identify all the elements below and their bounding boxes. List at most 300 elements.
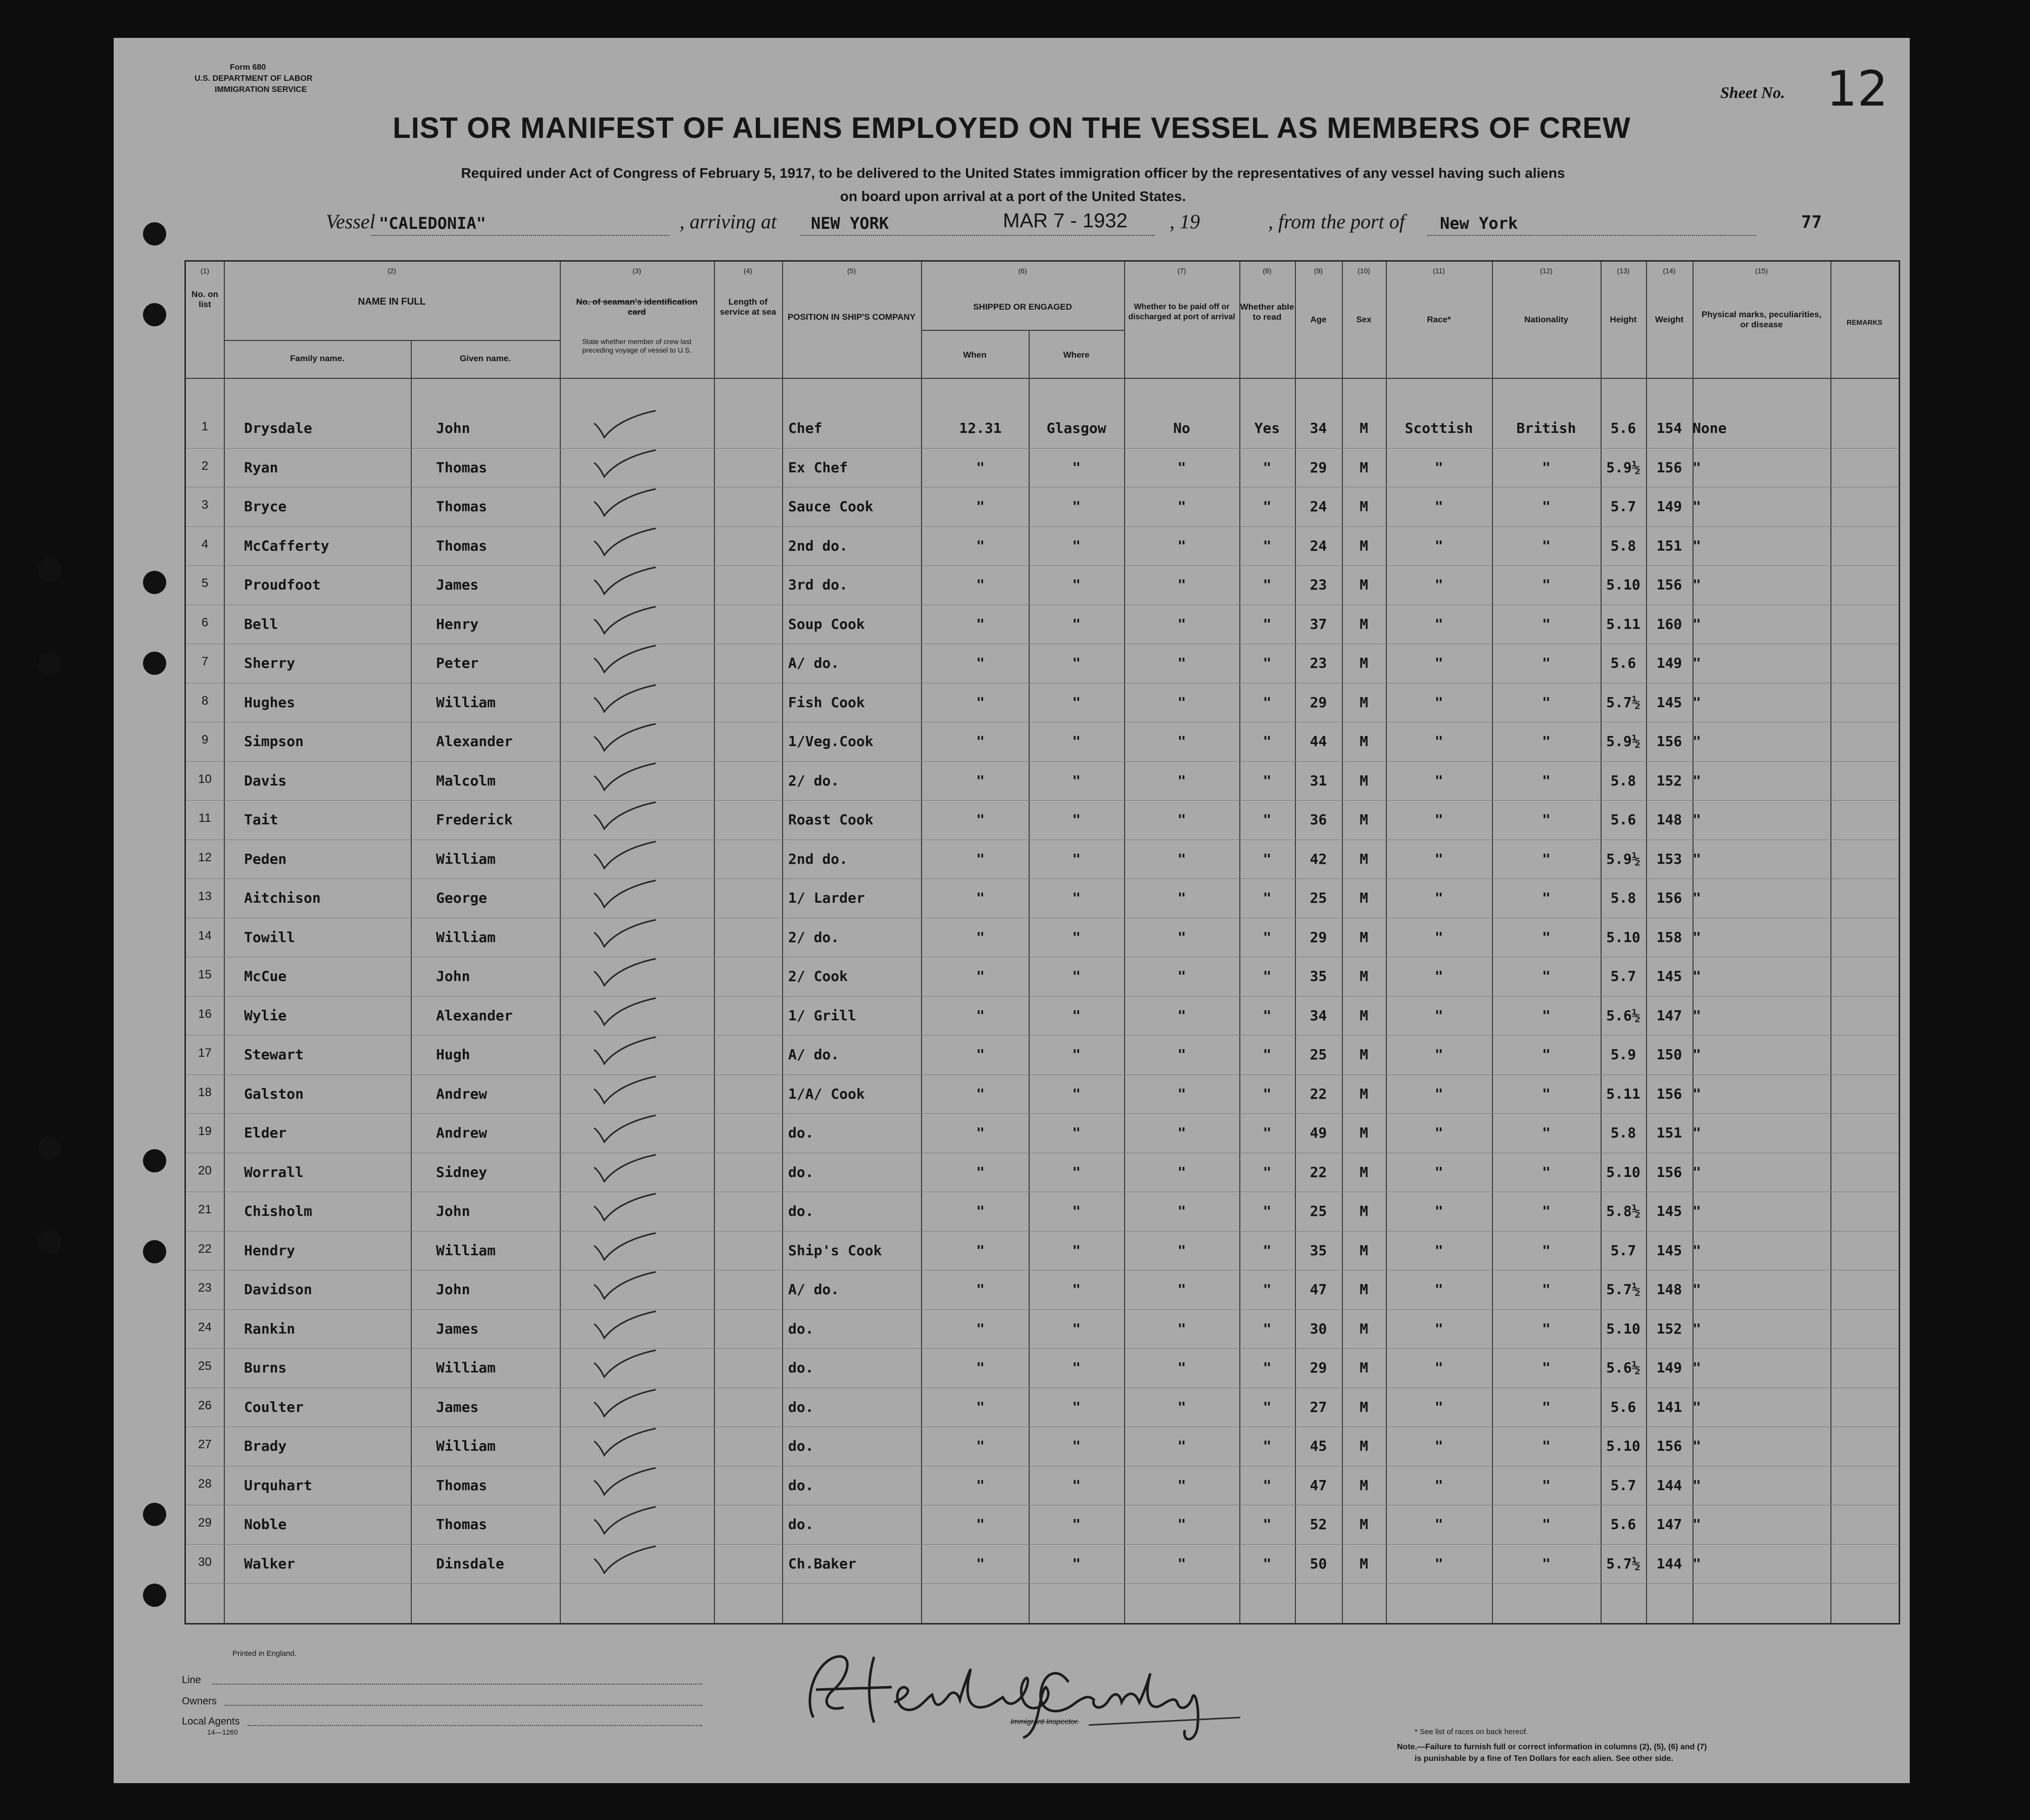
- col-5-number: (5): [847, 267, 856, 275]
- able-to-read: ": [1263, 1359, 1272, 1376]
- family-name: Wylie: [244, 1007, 287, 1024]
- race: ": [1434, 1555, 1443, 1572]
- checkmark-icon: [590, 996, 661, 1031]
- row-number: 28: [198, 1477, 212, 1491]
- physical-marks: ": [1693, 1320, 1701, 1337]
- family-name: Coulter: [244, 1398, 304, 1415]
- row-number: 15: [198, 968, 212, 981]
- weight: 148: [1656, 811, 1682, 828]
- shipped-where: ": [1072, 1203, 1081, 1219]
- paid-off: ": [1177, 1359, 1186, 1376]
- position: Ship's Cook: [788, 1242, 882, 1259]
- checkmark-icon: [590, 1426, 661, 1461]
- shipped-when: ": [976, 772, 985, 789]
- arriving-port: NEW YORK: [811, 214, 889, 233]
- position: Ex Chef: [788, 459, 848, 476]
- height: 5.7: [1610, 1477, 1636, 1494]
- shipped-when: ": [976, 459, 985, 476]
- family-name: Simpson: [244, 733, 304, 750]
- weight: 158: [1656, 928, 1682, 946]
- race: ": [1434, 1281, 1443, 1298]
- checkmark-icon: [590, 1074, 661, 1109]
- checkmark-icon: [590, 878, 661, 913]
- col-4-number: (4): [743, 267, 753, 275]
- height: 5.6: [1610, 811, 1636, 828]
- shipped-where: ": [1072, 811, 1081, 828]
- weight: 156: [1656, 576, 1682, 593]
- col-shipped-engaged: SHIPPED OR ENGAGED: [973, 302, 1072, 312]
- shipped-when: ": [976, 1163, 985, 1180]
- physical-marks: ": [1693, 694, 1701, 711]
- race: ": [1434, 1124, 1443, 1141]
- checkmark-icon: [590, 565, 661, 600]
- age: 22: [1310, 1085, 1327, 1102]
- family-name: Walker: [244, 1555, 296, 1572]
- shipped-where: ": [1072, 1046, 1081, 1063]
- physical-marks: ": [1693, 1046, 1701, 1063]
- weight: 149: [1656, 1359, 1682, 1376]
- race: ": [1434, 615, 1443, 632]
- weight: 160: [1656, 615, 1682, 632]
- shipped-where: ": [1072, 1320, 1081, 1337]
- row-number: 10: [198, 772, 212, 786]
- position: do.: [788, 1203, 814, 1219]
- row-divider: [186, 1348, 1899, 1349]
- nationality: ": [1542, 1516, 1551, 1533]
- nationality: ": [1542, 1398, 1551, 1415]
- height: 5.6½: [1606, 1359, 1640, 1376]
- row-number: 1: [201, 420, 209, 433]
- binder-hole: [143, 1503, 166, 1526]
- able-to-read: ": [1263, 1007, 1272, 1024]
- nationality: ": [1542, 1242, 1551, 1259]
- shipped-where: ": [1072, 733, 1081, 750]
- height: 5.6: [1610, 1516, 1636, 1533]
- row-number: 6: [201, 615, 209, 629]
- race: ": [1434, 655, 1443, 671]
- row-divider: [186, 526, 1899, 527]
- race: ": [1434, 1007, 1443, 1024]
- sex: M: [1360, 850, 1368, 867]
- physical-marks: ": [1693, 811, 1701, 828]
- paid-off: ": [1177, 1163, 1186, 1180]
- row-number: 9: [201, 733, 209, 747]
- race: ": [1434, 1163, 1443, 1180]
- col-no-on-list: No. on list: [191, 289, 218, 309]
- family-name: Noble: [244, 1516, 287, 1533]
- race: ": [1434, 968, 1443, 985]
- height: 5.9½: [1606, 850, 1640, 867]
- race: ": [1434, 1320, 1443, 1337]
- sex: M: [1360, 1007, 1368, 1024]
- checkmark-icon: [590, 604, 661, 640]
- row-number: 19: [198, 1124, 212, 1138]
- given-name: Thomas: [436, 498, 488, 515]
- able-to-read: ": [1263, 890, 1272, 906]
- height: 5.11: [1606, 615, 1640, 632]
- sex: M: [1360, 1163, 1368, 1180]
- col-length-of-service: Length of service at sea: [719, 297, 777, 317]
- sex: M: [1360, 420, 1368, 436]
- family-name: Ryan: [244, 459, 278, 476]
- weight: 145: [1656, 1203, 1682, 1219]
- given-name: John: [436, 1203, 470, 1219]
- given-name: Thomas: [436, 1516, 488, 1533]
- checkmark-icon: [590, 1504, 661, 1540]
- physical-marks: ": [1693, 1555, 1701, 1572]
- row-number: 27: [198, 1438, 212, 1451]
- binder-hole: [143, 571, 166, 594]
- nationality: ": [1542, 1477, 1551, 1494]
- given-name: James: [436, 1320, 479, 1337]
- age: 24: [1310, 537, 1327, 554]
- sex: M: [1360, 1398, 1368, 1415]
- given-name: James: [436, 1398, 479, 1415]
- family-name: Davis: [244, 772, 287, 789]
- position: A/ do.: [788, 1046, 840, 1063]
- given-name: Dinsdale: [436, 1555, 504, 1572]
- height: 5.8: [1610, 890, 1636, 906]
- races-note: * See list of races on back hereof.: [1415, 1728, 1528, 1736]
- weight: 156: [1656, 733, 1682, 750]
- position: 1/ Larder: [788, 890, 865, 906]
- shipped-where: ": [1072, 850, 1081, 867]
- col-able-to-read: Whether able to read: [1240, 302, 1294, 322]
- shipped-where: ": [1072, 1516, 1081, 1533]
- height: 5.6½: [1606, 1007, 1640, 1024]
- weight: 145: [1656, 694, 1682, 711]
- age: 24: [1310, 498, 1327, 515]
- given-name: Thomas: [436, 537, 488, 554]
- shipped-where: ": [1072, 1477, 1081, 1494]
- given-name: Andrew: [436, 1124, 488, 1141]
- shipped-when: ": [976, 1359, 985, 1376]
- arriving-underline: [801, 235, 1154, 236]
- race: ": [1434, 928, 1443, 946]
- shipped-where: ": [1072, 655, 1081, 671]
- able-to-read: ": [1263, 1477, 1272, 1494]
- col-height: Height: [1610, 315, 1637, 324]
- physical-marks: ": [1693, 772, 1701, 789]
- row-number: 30: [198, 1555, 212, 1569]
- shipped-where: ": [1072, 1163, 1081, 1180]
- checkmark-icon: [590, 1348, 661, 1383]
- height: 5.10: [1606, 928, 1640, 946]
- checkmark-icon: [590, 408, 661, 444]
- sheet-number-label: Sheet No.: [1720, 83, 1785, 102]
- checkmark-icon: [590, 1269, 661, 1305]
- position: 2/ Cook: [788, 968, 848, 985]
- checkmark-icon: [590, 761, 661, 796]
- sex: M: [1360, 1477, 1368, 1494]
- sex: M: [1360, 890, 1368, 906]
- row-number: 13: [198, 890, 212, 903]
- paid-off: ": [1177, 1046, 1186, 1063]
- shipped-when: ": [976, 1438, 985, 1454]
- height: 5.7½: [1606, 694, 1640, 711]
- age: 23: [1310, 655, 1327, 671]
- height: 5.9: [1610, 1046, 1636, 1063]
- height: 5.7: [1610, 498, 1636, 515]
- checkmark-icon: [590, 1309, 661, 1344]
- age: 42: [1310, 850, 1327, 867]
- position: do.: [788, 1359, 814, 1376]
- printed-in: Printed in England.: [232, 1649, 297, 1658]
- shipped-when: ": [976, 1046, 985, 1063]
- physical-marks: ": [1693, 1007, 1701, 1024]
- page-title: LIST OR MANIFEST OF ALIENS EMPLOYED ON THE VESSEL AS MEMBERS OF CREW: [393, 112, 1631, 144]
- family-name: Sherry: [244, 655, 296, 671]
- sex: M: [1360, 733, 1368, 750]
- col-given-name: Given name.: [459, 354, 511, 363]
- binder-hole: [143, 303, 166, 326]
- family-name: Towill: [244, 928, 296, 946]
- shipped-where: ": [1072, 537, 1081, 554]
- row-number: 26: [198, 1398, 212, 1412]
- race: ": [1434, 811, 1443, 828]
- shipped-when: ": [976, 655, 985, 671]
- given-name: Peter: [436, 655, 479, 671]
- age: 29: [1310, 1359, 1327, 1376]
- nationality: ": [1542, 576, 1551, 593]
- able-to-read: ": [1263, 1320, 1272, 1337]
- paid-off: ": [1177, 1516, 1186, 1533]
- position: 2/ do.: [788, 772, 840, 789]
- shipped-when: ": [976, 1477, 985, 1494]
- race: ": [1434, 772, 1443, 789]
- able-to-read: Yes: [1254, 420, 1280, 436]
- height: 5.9½: [1606, 733, 1640, 750]
- nationality: ": [1542, 1438, 1551, 1454]
- weight: 141: [1656, 1398, 1682, 1415]
- nationality: ": [1542, 1007, 1551, 1024]
- family-name: Stewart: [244, 1046, 304, 1063]
- age: 49: [1310, 1124, 1327, 1141]
- line-label: Line: [182, 1675, 201, 1686]
- paid-off: ": [1177, 733, 1186, 750]
- paid-off: ": [1177, 694, 1186, 711]
- col-12-number: (12): [1540, 267, 1553, 275]
- shipped-when: ": [976, 811, 985, 828]
- age: 29: [1310, 694, 1327, 711]
- checkmark-icon: [590, 448, 661, 483]
- position: 2nd do.: [788, 537, 848, 554]
- given-name: John: [436, 1281, 470, 1298]
- height: 5.10: [1606, 576, 1640, 593]
- physical-marks: ": [1693, 1438, 1701, 1454]
- weight: 156: [1656, 1438, 1682, 1454]
- paid-off: ": [1177, 1477, 1186, 1494]
- sex: M: [1360, 928, 1368, 946]
- race: ": [1434, 890, 1443, 906]
- family-name: McCue: [244, 968, 287, 985]
- weight: 153: [1656, 850, 1682, 867]
- able-to-read: ": [1263, 733, 1272, 750]
- col-7-number: (7): [1177, 267, 1186, 275]
- physical-marks: ": [1693, 968, 1701, 985]
- binder-hole: [143, 1240, 166, 1263]
- shipped-where: ": [1072, 890, 1081, 906]
- given-name: George: [436, 890, 488, 906]
- shipped-where: ": [1072, 1124, 1081, 1141]
- paid-off: ": [1177, 1242, 1186, 1259]
- physical-marks: ": [1693, 655, 1701, 671]
- weight: 144: [1656, 1555, 1682, 1572]
- shipped-when: ": [976, 1124, 985, 1141]
- nationality: ": [1542, 1085, 1551, 1102]
- physical-marks: ": [1693, 1281, 1701, 1298]
- col-paid-off: Whether to be paid off or discharged at port of arrival: [1128, 303, 1235, 321]
- col-1-number: (1): [200, 267, 210, 275]
- paid-off: ": [1177, 1203, 1186, 1219]
- signature-title: Immigrant Inspector.: [1010, 1717, 1080, 1726]
- local-agents-label: Local Agents: [182, 1716, 240, 1727]
- race: ": [1434, 1359, 1443, 1376]
- shipped-when: ": [976, 615, 985, 632]
- physical-marks: ": [1693, 537, 1701, 554]
- physical-marks: ": [1693, 890, 1701, 906]
- physical-marks: ": [1693, 1124, 1701, 1141]
- row-number: 20: [198, 1163, 212, 1177]
- shipped-where: ": [1072, 1438, 1081, 1454]
- col-name-in-full: NAME IN FULL: [358, 297, 426, 307]
- able-to-read: ": [1263, 811, 1272, 828]
- physical-marks: ": [1693, 1398, 1701, 1415]
- col-identification-card: No. of seaman's identification card: [576, 297, 698, 317]
- nationality: ": [1542, 459, 1551, 476]
- row-number: 5: [201, 576, 209, 590]
- family-name: Elder: [244, 1124, 287, 1141]
- nationality: ": [1542, 498, 1551, 515]
- age: 23: [1310, 576, 1327, 593]
- family-name: Rankin: [244, 1320, 296, 1337]
- position: A/ do.: [788, 655, 840, 671]
- able-to-read: ": [1263, 1085, 1272, 1102]
- shipped-when: ": [976, 537, 985, 554]
- position: do.: [788, 1477, 814, 1494]
- service-name: IMMIGRATION SERVICE: [215, 85, 307, 94]
- height: 5.6: [1610, 655, 1636, 671]
- row-divider: [186, 996, 1899, 997]
- row-number: 7: [201, 655, 209, 668]
- from-port-label: , from the port of: [1268, 210, 1405, 233]
- able-to-read: ": [1263, 694, 1272, 711]
- sex: M: [1360, 1085, 1368, 1102]
- age: 36: [1310, 811, 1327, 828]
- checkmark-icon: [590, 1191, 661, 1226]
- physical-marks: ": [1693, 1516, 1701, 1533]
- paid-off: ": [1177, 928, 1186, 946]
- shipped-when: ": [976, 576, 985, 593]
- height: 5.8½: [1606, 1203, 1640, 1219]
- able-to-read: ": [1263, 1438, 1272, 1454]
- race: ": [1434, 694, 1443, 711]
- col-2-number: (2): [387, 267, 397, 275]
- age: 34: [1310, 1007, 1327, 1024]
- age: 31: [1310, 772, 1327, 789]
- position: do.: [788, 1320, 814, 1337]
- subtitle: [280, 162, 1746, 208]
- shipped-where: ": [1072, 968, 1081, 985]
- position: do.: [788, 1516, 814, 1533]
- row-number: 29: [198, 1516, 212, 1530]
- family-name: Bell: [244, 615, 278, 632]
- row-number: 17: [198, 1046, 212, 1060]
- arrival-date-stamp: MAR 7 - 1932: [1003, 210, 1128, 232]
- row-number: 16: [198, 1007, 212, 1021]
- family-name: Davidson: [244, 1281, 312, 1298]
- weight: 156: [1656, 1085, 1682, 1102]
- paid-off: ": [1177, 498, 1186, 515]
- year-label: , 19: [1170, 210, 1200, 233]
- col-15-number: (15): [1755, 267, 1768, 275]
- row-divider: [186, 1231, 1899, 1232]
- given-name: William: [436, 1359, 496, 1376]
- row-number: 18: [198, 1085, 212, 1099]
- nationality: ": [1542, 1203, 1551, 1219]
- shipped-where: Glasgow: [1046, 420, 1106, 436]
- col-10-number: (10): [1358, 267, 1370, 275]
- manifest-sheet: [114, 38, 1910, 1783]
- weight: 145: [1656, 1242, 1682, 1259]
- shipped-when: ": [976, 1516, 985, 1533]
- given-name: Frederick: [436, 811, 513, 828]
- nationality: ": [1542, 1555, 1551, 1572]
- shipped-when: ": [976, 850, 985, 867]
- age: 47: [1310, 1477, 1327, 1494]
- age: 25: [1310, 1046, 1327, 1063]
- nationality: ": [1542, 694, 1551, 711]
- given-name: William: [436, 850, 496, 867]
- sex: M: [1360, 1438, 1368, 1454]
- weight: 148: [1656, 1281, 1682, 1298]
- shipped-where: ": [1072, 1085, 1081, 1102]
- checkmark-icon: [590, 1465, 661, 1501]
- race: ": [1434, 459, 1443, 476]
- family-name: Peden: [244, 850, 287, 867]
- checkmark-icon: [590, 1231, 661, 1266]
- row-number: 21: [198, 1203, 212, 1216]
- checkmark-icon: [590, 1113, 661, 1148]
- able-to-read: ": [1263, 498, 1272, 515]
- weight: 145: [1656, 968, 1682, 985]
- paid-off: ": [1177, 655, 1186, 671]
- race: ": [1434, 576, 1443, 593]
- shipped-where: ": [1072, 1359, 1081, 1376]
- col-age: Age: [1310, 315, 1327, 324]
- owners-leader: [225, 1705, 702, 1706]
- race: ": [1434, 1242, 1443, 1259]
- family-name: Hughes: [244, 694, 296, 711]
- checkmark-icon: [590, 643, 661, 678]
- line-leader: [212, 1684, 702, 1685]
- age: 25: [1310, 1203, 1327, 1219]
- given-name: John: [436, 968, 470, 985]
- paid-off: ": [1177, 968, 1186, 985]
- row-number: 2: [201, 459, 209, 473]
- given-name: James: [436, 576, 479, 593]
- vessel-name: "CALEDONIA": [379, 214, 486, 233]
- row-divider: [186, 1113, 1899, 1114]
- age: 34: [1310, 420, 1327, 436]
- age: 29: [1310, 459, 1327, 476]
- physical-marks: ": [1693, 1203, 1701, 1219]
- able-to-read: ": [1263, 850, 1272, 867]
- owners-label: Owners: [182, 1696, 217, 1707]
- paid-off: ": [1177, 850, 1186, 867]
- age: 35: [1310, 1242, 1327, 1259]
- given-name: Alexander: [436, 1007, 513, 1024]
